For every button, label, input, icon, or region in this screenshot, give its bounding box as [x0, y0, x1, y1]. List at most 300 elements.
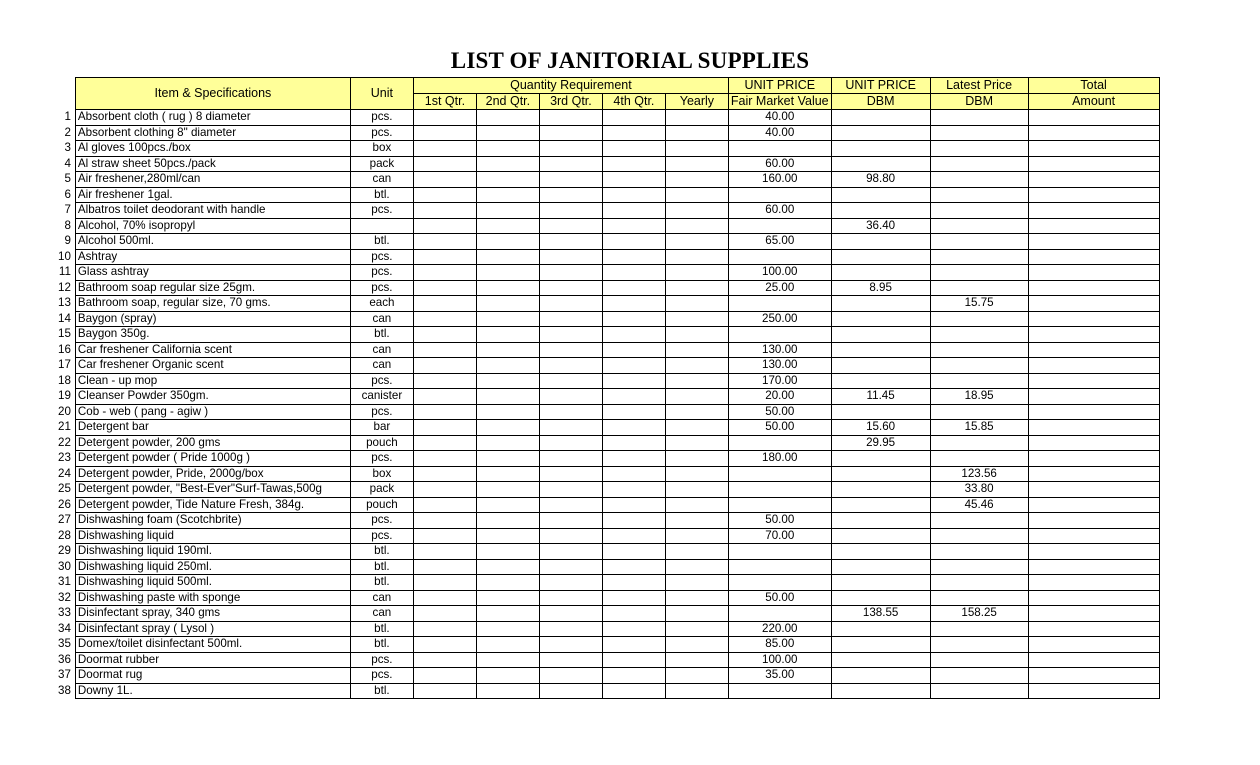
row-number: 19 [58, 389, 71, 402]
table-row [56, 466, 1159, 482]
q2-cell [476, 311, 539, 327]
q1-cell [413, 280, 476, 296]
q2-cell [476, 435, 539, 451]
latest-price-cell [930, 404, 1028, 420]
table-row [56, 172, 1159, 188]
row-number: 14 [58, 311, 71, 325]
q2-cell [476, 668, 539, 684]
dbm-price-cell [831, 141, 930, 157]
q4-cell [602, 358, 665, 374]
row-number: 5 [64, 172, 71, 185]
q2-cell [476, 234, 539, 250]
q2-cell [476, 125, 539, 141]
item-cell: Downy 1L. [75, 683, 350, 699]
total-amount-cell [1028, 110, 1159, 126]
latest-price-cell: 45.46 [930, 497, 1028, 513]
total-amount-cell [1028, 249, 1159, 265]
row-number: 32 [58, 590, 71, 604]
q4-cell [602, 420, 665, 436]
q1-cell [413, 652, 476, 668]
q2-cell [476, 218, 539, 234]
total-amount-cell [1028, 218, 1159, 234]
dbm-price-cell: 11.45 [831, 389, 930, 405]
table-row [56, 327, 1159, 343]
unit-cell: pcs. [350, 652, 413, 668]
q1-cell [413, 528, 476, 544]
q4-cell [602, 311, 665, 327]
unit-cell: pcs. [350, 668, 413, 684]
q1-cell [413, 342, 476, 358]
item-cell: Car freshener California scent [75, 342, 350, 358]
q2-cell [476, 652, 539, 668]
row-number: 23 [58, 451, 71, 464]
header-yearly: Yearly [665, 94, 728, 110]
row-number: 30 [58, 559, 71, 573]
yearly-cell [665, 497, 728, 513]
yearly-cell [665, 466, 728, 482]
header-row-1 [56, 78, 1159, 94]
yearly-cell [665, 482, 728, 498]
q3-cell [539, 110, 602, 126]
latest-price-cell [930, 156, 1028, 172]
item-cell: Air freshener,280ml/can [75, 172, 350, 188]
fmv-price-cell: 60.00 [728, 156, 831, 172]
q2-cell [476, 265, 539, 281]
q4-cell [602, 249, 665, 265]
q2-cell [476, 141, 539, 157]
item-cell: Detergent powder ( Pride 1000g ) [75, 451, 350, 467]
q4-cell [602, 327, 665, 343]
q4-cell [602, 575, 665, 591]
latest-price-cell [930, 203, 1028, 219]
table-row [56, 435, 1159, 451]
unit-cell: btl. [350, 544, 413, 560]
unit-cell: btl. [350, 621, 413, 637]
yearly-cell [665, 187, 728, 203]
table-row [56, 203, 1159, 219]
q2-cell [476, 621, 539, 637]
dbm-price-cell [831, 668, 930, 684]
item-cell: Bathroom soap, regular size, 70 gms. [75, 296, 350, 312]
table-row [56, 187, 1159, 203]
header-latest-dbm: DBM [930, 94, 1028, 110]
q1-cell [413, 435, 476, 451]
total-amount-cell [1028, 513, 1159, 529]
header-item: Item & Specifications [75, 78, 350, 110]
latest-price-cell [930, 249, 1028, 265]
q3-cell [539, 172, 602, 188]
item-cell: Detergent powder, "Best-Ever"Surf-Tawas,500g [75, 482, 350, 498]
q2-cell [476, 327, 539, 343]
q2-cell [476, 389, 539, 405]
item-cell: Dishwashing liquid 190ml. [75, 544, 350, 560]
q1-cell [413, 141, 476, 157]
q4-cell [602, 389, 665, 405]
fmv-price-cell: 65.00 [728, 234, 831, 250]
latest-price-cell [930, 435, 1028, 451]
table-row [56, 141, 1159, 157]
table-row [56, 404, 1159, 420]
q4-cell [602, 466, 665, 482]
unit-cell: pcs. [350, 280, 413, 296]
fmv-price-cell [728, 559, 831, 575]
dbm-price-cell [831, 110, 930, 126]
q2-cell [476, 590, 539, 606]
q3-cell [539, 187, 602, 203]
unit-cell: btl. [350, 187, 413, 203]
unit-cell: pcs. [350, 373, 413, 389]
yearly-cell [665, 296, 728, 312]
q4-cell [602, 683, 665, 699]
item-cell: Dishwashing liquid 500ml. [75, 575, 350, 591]
header-unit: Unit [350, 78, 413, 110]
fmv-price-cell: 70.00 [728, 528, 831, 544]
fmv-price-cell: 100.00 [728, 652, 831, 668]
item-cell: Albatros toilet deodorant with handle [75, 203, 350, 219]
latest-price-cell [930, 513, 1028, 529]
latest-price-cell [930, 311, 1028, 327]
unit-cell: box [350, 141, 413, 157]
table-row [56, 621, 1159, 637]
q3-cell [539, 249, 602, 265]
row-number: 20 [58, 404, 71, 418]
dbm-price-cell [831, 528, 930, 544]
latest-price-cell [930, 668, 1028, 684]
q4-cell [602, 125, 665, 141]
latest-price-cell [930, 218, 1028, 234]
q2-cell [476, 404, 539, 420]
q3-cell [539, 559, 602, 575]
table-row [56, 389, 1159, 405]
table-row [56, 280, 1159, 296]
total-amount-cell [1028, 420, 1159, 436]
yearly-cell [665, 249, 728, 265]
table-row [56, 513, 1159, 529]
latest-price-cell [930, 683, 1028, 699]
unit-cell: bar [350, 420, 413, 436]
dbm-price-cell [831, 234, 930, 250]
q4-cell [602, 544, 665, 560]
q2-cell [476, 373, 539, 389]
q4-cell [602, 296, 665, 312]
q4-cell [602, 606, 665, 622]
supplies-table [56, 77, 1160, 699]
q4-cell [602, 218, 665, 234]
fmv-price-cell: 50.00 [728, 404, 831, 420]
row-number: 15 [58, 327, 71, 340]
dbm-price-cell [831, 451, 930, 467]
q3-cell [539, 280, 602, 296]
row-number: 11 [58, 265, 71, 278]
dbm-price-cell [831, 637, 930, 653]
row-number: 4 [64, 156, 71, 170]
dbm-price-cell: 8.95 [831, 280, 930, 296]
fmv-price-cell [728, 683, 831, 699]
item-cell: Disinfectant spray ( Lysol ) [75, 621, 350, 637]
table-row [56, 637, 1159, 653]
row-number: 35 [58, 637, 71, 650]
q1-cell [413, 218, 476, 234]
q1-cell [413, 311, 476, 327]
total-amount-cell [1028, 141, 1159, 157]
yearly-cell [665, 358, 728, 374]
q1-cell [413, 606, 476, 622]
table-row [56, 528, 1159, 544]
total-amount-cell [1028, 296, 1159, 312]
unit-cell: pouch [350, 435, 413, 451]
q4-cell [602, 621, 665, 637]
total-amount-cell [1028, 342, 1159, 358]
fmv-price-cell: 25.00 [728, 280, 831, 296]
dbm-price-cell [831, 575, 930, 591]
latest-price-cell [930, 528, 1028, 544]
dbm-price-cell [831, 296, 930, 312]
fmv-price-cell [728, 606, 831, 622]
fmv-price-cell: 35.00 [728, 668, 831, 684]
latest-price-cell [930, 590, 1028, 606]
q4-cell [602, 497, 665, 513]
q4-cell [602, 435, 665, 451]
yearly-cell [665, 575, 728, 591]
fmv-price-cell: 170.00 [728, 373, 831, 389]
q1-cell [413, 327, 476, 343]
dbm-price-cell [831, 342, 930, 358]
q2-cell [476, 559, 539, 575]
yearly-cell [665, 203, 728, 219]
item-cell: Car freshener Organic scent [75, 358, 350, 374]
yearly-cell [665, 559, 728, 575]
unit-cell: can [350, 358, 413, 374]
row-number: 9 [64, 234, 71, 247]
table-row [56, 373, 1159, 389]
item-cell: Clean - up mop [75, 373, 350, 389]
yearly-cell [665, 621, 728, 637]
yearly-cell [665, 125, 728, 141]
row-number: 36 [58, 652, 71, 666]
table-row [56, 497, 1159, 513]
unit-cell: btl. [350, 575, 413, 591]
q1-cell [413, 373, 476, 389]
yearly-cell [665, 528, 728, 544]
total-amount-cell [1028, 683, 1159, 699]
fmv-price-cell [728, 141, 831, 157]
q4-cell [602, 528, 665, 544]
latest-price-cell [930, 280, 1028, 296]
dbm-price-cell [831, 125, 930, 141]
dbm-price-cell [831, 187, 930, 203]
latest-price-cell [930, 110, 1028, 126]
dbm-price-cell [831, 249, 930, 265]
total-amount-cell [1028, 575, 1159, 591]
fmv-price-cell: 40.00 [728, 125, 831, 141]
dbm-price-cell [831, 373, 930, 389]
yearly-cell [665, 280, 728, 296]
row-number: 16 [58, 342, 71, 356]
row-number: 12 [58, 280, 71, 294]
fmv-price-cell: 160.00 [728, 172, 831, 188]
fmv-price-cell [728, 435, 831, 451]
q3-cell [539, 528, 602, 544]
latest-price-cell [930, 187, 1028, 203]
fmv-price-cell: 20.00 [728, 389, 831, 405]
item-cell: Dishwashing liquid 250ml. [75, 559, 350, 575]
dbm-price-cell: 15.60 [831, 420, 930, 436]
fmv-price-cell: 180.00 [728, 451, 831, 467]
dbm-price-cell [831, 544, 930, 560]
table-row [56, 482, 1159, 498]
fmv-price-cell: 50.00 [728, 590, 831, 606]
fmv-price-cell: 220.00 [728, 621, 831, 637]
yearly-cell [665, 373, 728, 389]
yearly-cell [665, 172, 728, 188]
row-number: 18 [58, 373, 71, 387]
q1-cell [413, 621, 476, 637]
row-number: 37 [58, 668, 71, 681]
table-row [56, 683, 1159, 699]
q3-cell [539, 156, 602, 172]
table-row [56, 234, 1159, 250]
unit-cell: pcs. [350, 451, 413, 467]
total-amount-cell [1028, 358, 1159, 374]
q4-cell [602, 637, 665, 653]
fmv-price-cell [728, 187, 831, 203]
q1-cell [413, 265, 476, 281]
header-unit-price-fmv: UNIT PRICE [728, 78, 831, 94]
latest-price-cell: 18.95 [930, 389, 1028, 405]
dbm-price-cell: 138.55 [831, 606, 930, 622]
dbm-price-cell: 29.95 [831, 435, 930, 451]
q1-cell [413, 668, 476, 684]
table-row [56, 342, 1159, 358]
unit-cell: pack [350, 156, 413, 172]
q4-cell [602, 652, 665, 668]
total-amount-cell [1028, 389, 1159, 405]
q2-cell [476, 683, 539, 699]
latest-price-cell [930, 373, 1028, 389]
q3-cell [539, 606, 602, 622]
unit-cell: pack [350, 482, 413, 498]
dbm-price-cell [831, 265, 930, 281]
row-number: 34 [58, 621, 71, 635]
latest-price-cell [930, 621, 1028, 637]
q3-cell [539, 296, 602, 312]
q4-cell [602, 342, 665, 358]
dbm-price-cell [831, 621, 930, 637]
q2-cell [476, 466, 539, 482]
fmv-price-cell: 40.00 [728, 110, 831, 126]
item-cell: Domex/toilet disinfectant 500ml. [75, 637, 350, 653]
q4-cell [602, 234, 665, 250]
header-quantity-requirement: Quantity Requirement [413, 78, 728, 94]
latest-price-cell: 158.25 [930, 606, 1028, 622]
table-row [56, 110, 1159, 126]
total-amount-cell [1028, 466, 1159, 482]
latest-price-cell [930, 327, 1028, 343]
table-row [56, 668, 1159, 684]
fmv-price-cell [728, 327, 831, 343]
q2-cell [476, 172, 539, 188]
q3-cell [539, 311, 602, 327]
row-number: 8 [64, 218, 71, 232]
total-amount-cell [1028, 590, 1159, 606]
q4-cell [602, 451, 665, 467]
q2-cell [476, 203, 539, 219]
q4-cell [602, 187, 665, 203]
row-number: 2 [64, 125, 71, 139]
total-amount-cell [1028, 280, 1159, 296]
q3-cell [539, 544, 602, 560]
yearly-cell [665, 652, 728, 668]
item-cell: Bathroom soap regular size 25gm. [75, 280, 350, 296]
item-cell: Al gloves 100pcs./box [75, 141, 350, 157]
total-amount-cell [1028, 373, 1159, 389]
table-row [56, 296, 1159, 312]
q2-cell [476, 606, 539, 622]
total-amount-cell [1028, 404, 1159, 420]
table-row [56, 156, 1159, 172]
yearly-cell [665, 420, 728, 436]
table-row [56, 265, 1159, 281]
yearly-cell [665, 590, 728, 606]
item-cell: Dishwashing paste with sponge [75, 590, 350, 606]
q3-cell [539, 482, 602, 498]
unit-cell: pcs. [350, 404, 413, 420]
q4-cell [602, 203, 665, 219]
q1-cell [413, 125, 476, 141]
dbm-price-cell [831, 683, 930, 699]
latest-price-cell [930, 172, 1028, 188]
item-cell: Absorbent cloth ( rug ) 8 diameter [75, 110, 350, 126]
row-number: 3 [64, 141, 71, 154]
dbm-price-cell [831, 466, 930, 482]
dbm-price-cell [831, 513, 930, 529]
table-row [56, 420, 1159, 436]
q4-cell [602, 404, 665, 420]
q4-cell [602, 559, 665, 575]
unit-cell: can [350, 590, 413, 606]
table-row [56, 652, 1159, 668]
row-number: 1 [64, 110, 71, 123]
header-amount: Amount [1028, 94, 1159, 110]
latest-price-cell [930, 141, 1028, 157]
latest-price-cell [930, 637, 1028, 653]
total-amount-cell [1028, 327, 1159, 343]
yearly-cell [665, 141, 728, 157]
total-amount-cell [1028, 265, 1159, 281]
row-number: 26 [58, 497, 71, 511]
item-cell: Al straw sheet 50pcs./pack [75, 156, 350, 172]
q1-cell [413, 497, 476, 513]
item-cell: Ashtray [75, 249, 350, 265]
yearly-cell [665, 342, 728, 358]
item-cell: Dishwashing liquid [75, 528, 350, 544]
yearly-cell [665, 668, 728, 684]
latest-price-cell [930, 559, 1028, 575]
header-q2: 2nd Qtr. [476, 94, 539, 110]
unit-cell: btl. [350, 234, 413, 250]
q1-cell [413, 544, 476, 560]
q4-cell [602, 513, 665, 529]
total-amount-cell [1028, 187, 1159, 203]
item-cell: Cleanser Powder 350gm. [75, 389, 350, 405]
q2-cell [476, 497, 539, 513]
fmv-price-cell: 50.00 [728, 513, 831, 529]
table-row [56, 249, 1159, 265]
q3-cell [539, 327, 602, 343]
total-amount-cell [1028, 156, 1159, 172]
dbm-price-cell [831, 652, 930, 668]
fmv-price-cell: 100.00 [728, 265, 831, 281]
